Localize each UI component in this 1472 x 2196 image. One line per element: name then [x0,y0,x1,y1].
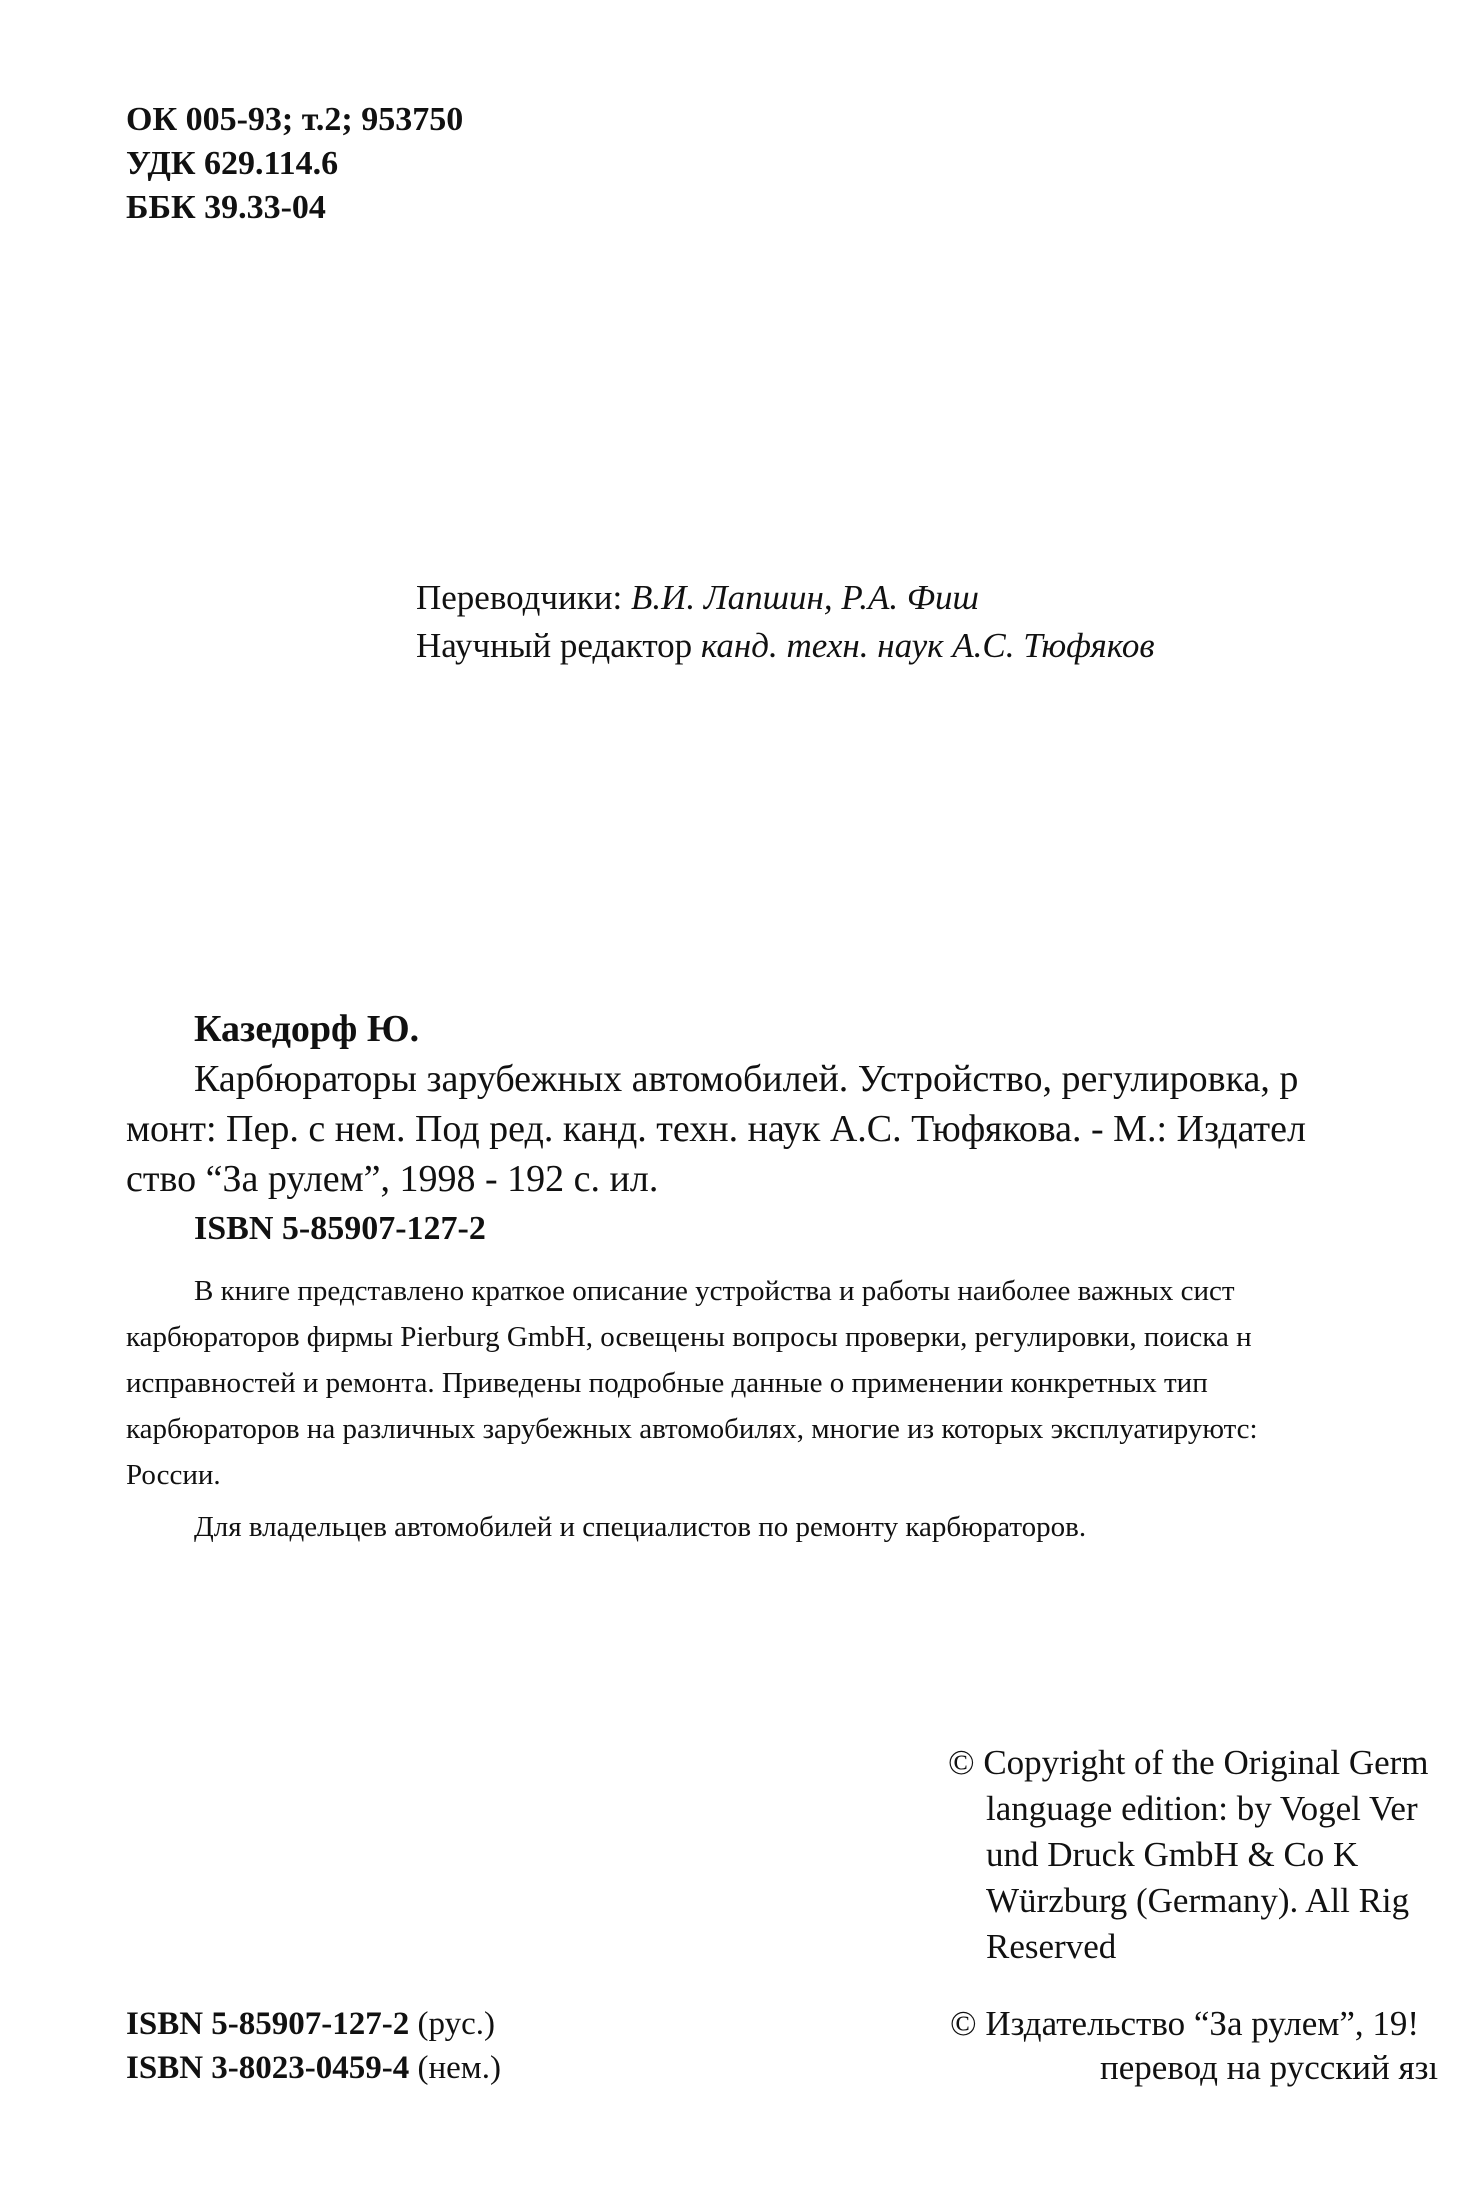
copyright-line: Würzburg (Germany). All Rig [986,1881,1410,1920]
copyright-ru-line: © Издательство “За рулем”, 19! [950,2004,1420,2043]
annotation-line: В книге представлено краткое описание устройства и работы наиболее важных сист [194,1275,1235,1307]
credits-block [416,574,1155,670]
copyright-ru-line: перевод на русский язı [1100,2048,1439,2087]
annotation-line: карбюраторов фирмы Pierburg GmbH, освещены вопросы проверки, регулировки, поиска н [126,1321,1252,1353]
annotation-line: карбюраторов на различных зарубежных автомобилях, многие из которых эксплуатируютс: [126,1413,1258,1445]
isbn-lang: (нем.) [409,2050,501,2086]
bibliographic-record [126,1004,1472,1254]
classification-codes [126,98,463,230]
bib-line: ство “За рулем”, 1998 - 192 с. ил. [126,1158,659,1200]
bib-line: Карбюраторы зарубежных автомобилей. Устройство, регулировка, р [194,1058,1299,1100]
editor-label: Научный редактор [416,626,701,665]
bib-isbn: ISBN 5-85907-127-2 [194,1210,486,1247]
editor-name: канд. техн. наук А.С. Тюфяков [700,626,1155,665]
copyright-original [948,1740,1429,1970]
annotation-text [126,1268,1472,1550]
ok-code: ОК 005-93; т.2; 953750 [126,101,464,138]
book-author: Казедорф Ю. [194,1008,420,1050]
udk-code: УДК 629.114.6 [126,145,339,182]
copyright-line: und Druck GmbH & Co K [986,1835,1359,1874]
editor-line [416,622,1155,670]
copyright-russian [950,2002,1438,2090]
translators-line [416,574,1155,622]
translators-names: В.И. Лапшин, Р.А. Фиш [630,578,979,617]
isbn-lang: (рус.) [409,2006,495,2042]
copyright-line: Reserved [986,1927,1117,1966]
isbn-german [126,2046,501,2090]
isbn-number: ISBN 5-85907-127-2 [126,2006,410,2042]
copyright-line: © Copyright of the Original Germ [948,1743,1429,1782]
isbn-list [126,2002,501,2090]
annotation-line: исправностей и ремонта. Приведены подробные данные о применении конкретных тип [126,1367,1208,1399]
isbn-number: ISBN 3-8023-0459-4 [126,2050,410,2086]
bbk-code: ББК 39.33-04 [126,189,326,226]
translators-label: Переводчики: [416,578,631,617]
isbn-russian [126,2002,501,2046]
copyright-line: language edition: by Vogel Ver [986,1789,1418,1828]
annotation-line: России. [126,1459,221,1491]
bib-line: монт: Пер. с нем. Под ред. канд. техн. наук А.С. Тюфякова. - М.: Издател [126,1108,1306,1150]
audience-line: Для владельцев автомобилей и специалистов по ремонту карбюраторов. [194,1511,1087,1543]
